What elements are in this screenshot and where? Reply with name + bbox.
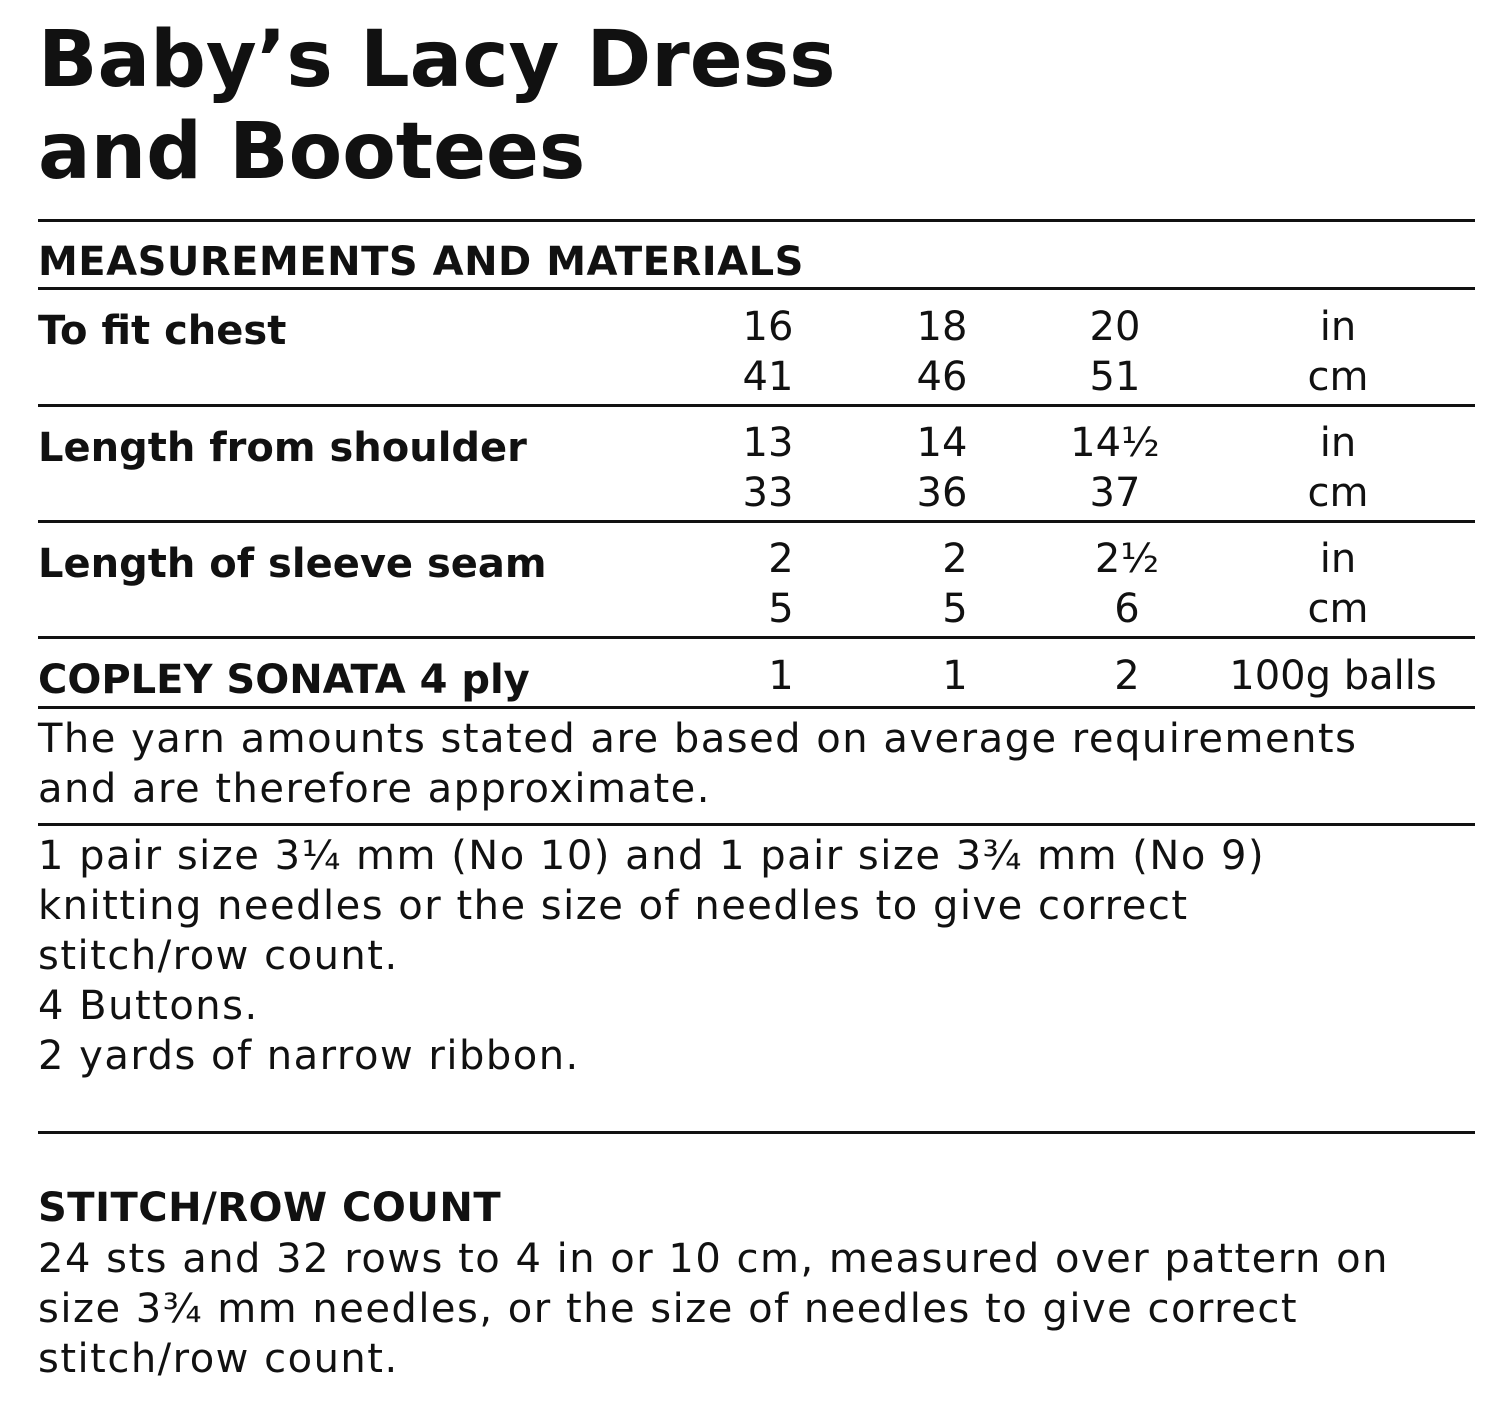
cell: 14	[916, 420, 968, 466]
cell: 20	[1089, 304, 1141, 350]
unit: in	[1319, 420, 1357, 466]
divider	[38, 287, 1475, 290]
divider	[38, 219, 1475, 222]
unit: cm	[1307, 354, 1369, 400]
cell: 41	[742, 354, 794, 400]
yarn-label: COPLEY SONATA 4 ply	[38, 657, 530, 703]
cell: 36	[916, 470, 968, 516]
cell: 6	[1114, 586, 1140, 632]
materials-line: 1 pair size 3¼ mm (No 10) and 1 pair size 3¾ mm (No 9)	[38, 833, 1266, 879]
unit: cm	[1307, 470, 1369, 516]
row-label: Length from shoulder	[38, 425, 527, 471]
yarn-unit: 100g balls	[1229, 653, 1437, 699]
cell: 14½	[1070, 420, 1160, 466]
unit: in	[1319, 304, 1357, 350]
title-line-1: Baby’s Lacy Dress	[38, 15, 836, 105]
cell: 2	[942, 536, 968, 582]
page-title	[38, 14, 836, 198]
yarn-note-line: and are therefore approximate.	[38, 766, 712, 812]
cell: 1	[942, 653, 968, 699]
cell: 37	[1089, 470, 1141, 516]
title-line-2: and Bootees	[38, 107, 586, 197]
divider	[38, 1131, 1475, 1134]
section-heading-stitch-count: STITCH/ROW COUNT	[38, 1185, 502, 1231]
materials-line: stitch/row count.	[38, 933, 399, 979]
stitch-count-line: 24 sts and 32 rows to 4 in or 10 cm, measured over pattern on	[38, 1236, 1389, 1282]
yarn-note	[38, 714, 1357, 814]
cell: 5	[768, 586, 794, 632]
yarn-note-line: The yarn amounts stated are based on average requirements	[38, 716, 1358, 762]
divider	[38, 520, 1475, 523]
cell: 46	[916, 354, 968, 400]
cell: 33	[742, 470, 794, 516]
cell: 1	[768, 653, 794, 699]
cell: 2	[1114, 653, 1140, 699]
stitch-count-line: size 3¾ mm needles, or the size of needles to give correct	[38, 1286, 1299, 1332]
cell: 5	[942, 586, 968, 632]
cell: 13	[742, 420, 794, 466]
materials-list	[38, 831, 1265, 1081]
unit: cm	[1307, 586, 1369, 632]
materials-line: 2 yards of narrow ribbon.	[38, 1033, 580, 1079]
cell: 51	[1089, 354, 1141, 400]
cell: 2	[768, 536, 794, 582]
stitch-count-line: stitch/row count.	[38, 1336, 399, 1382]
divider	[38, 823, 1475, 826]
divider	[38, 636, 1475, 639]
row-label: Length of sleeve seam	[38, 541, 547, 587]
materials-line: knitting needles or the size of needles to give correct	[38, 883, 1189, 929]
materials-line: 4 Buttons.	[38, 983, 259, 1029]
cell: 16	[742, 304, 794, 350]
divider	[38, 404, 1475, 407]
cell: 2½	[1094, 536, 1160, 582]
divider	[38, 706, 1475, 709]
row-label: To fit chest	[38, 308, 287, 354]
stitch-count-text	[38, 1234, 1389, 1384]
cell: 18	[916, 304, 968, 350]
section-heading-measurements: MEASUREMENTS AND MATERIALS	[38, 239, 804, 285]
unit: in	[1319, 536, 1357, 582]
